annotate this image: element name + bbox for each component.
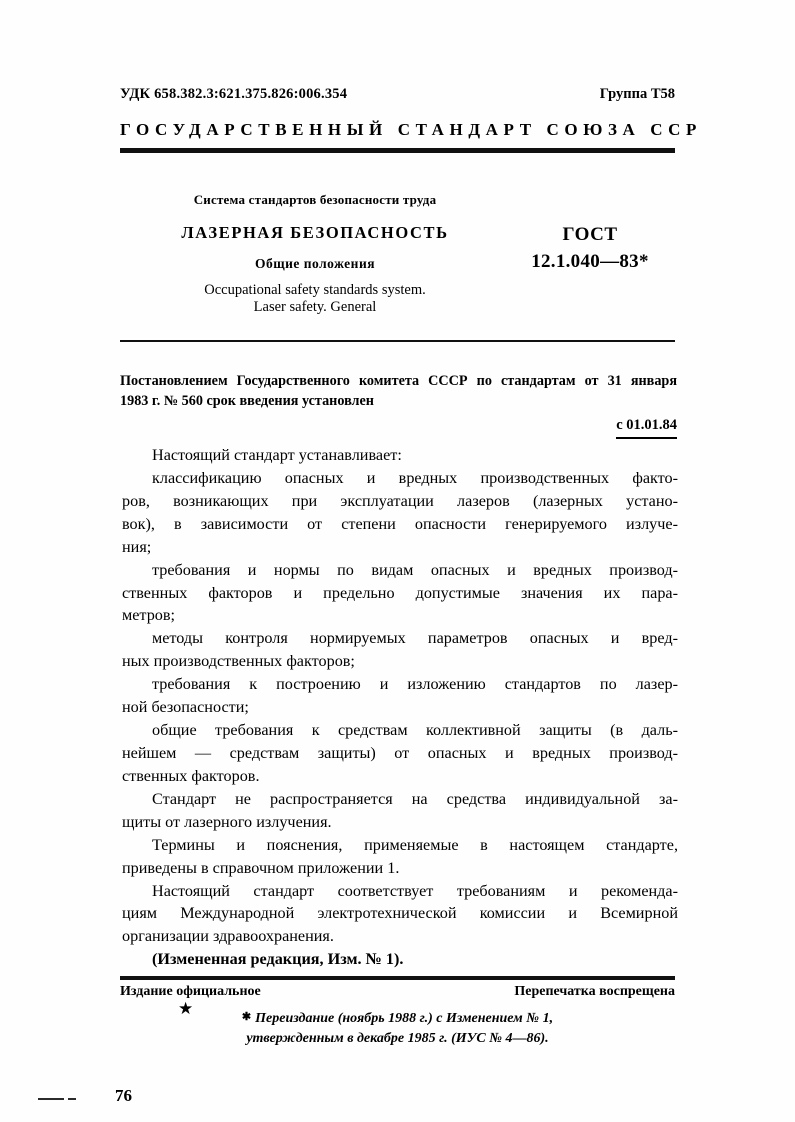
footnote-line-1	[120, 1009, 675, 1029]
footnote-block	[120, 1009, 675, 1050]
footer-row	[120, 984, 675, 1000]
udk-code: УДК 658.382.3:621.375.826:006.354	[120, 86, 348, 102]
body-line: циям Международной электротехнической комиссии и Всемирной	[122, 904, 678, 923]
page-number: 76	[115, 1086, 132, 1105]
subtitle: Общие положения	[254, 256, 376, 271]
body-line: ственных факторов и предельно допустимые значения их пара-	[122, 583, 678, 602]
title-left-column	[120, 192, 510, 315]
body-line: общие требования к средствам коллективной защиты (в даль-	[152, 721, 678, 740]
paragraph-amendment-note	[122, 948, 678, 971]
body-line: Настоящий стандарт устанавливает:	[152, 446, 402, 464]
body-line: вок), в зависимости от степени опасности генерируемого излуче-	[122, 514, 678, 533]
page-title: ЛАЗЕРНАЯ БЕЗОПАСНОСТЬ	[181, 223, 449, 242]
udk-group-line	[120, 86, 675, 103]
official-edition-label: Издание официальное	[120, 984, 261, 999]
body-line: Стандарт не распространяется на средства индивидуальной за-	[152, 789, 678, 808]
english-title-line-2: Laser safety. General	[253, 298, 377, 315]
english-title-line-1: Occupational safety standards system.	[204, 282, 426, 298]
decree-line-1: Постановлением Государственного комитета СССР по стандартам от 31 января	[120, 373, 677, 389]
amendment-note: (Измененная редакция, Изм. № 1).	[152, 950, 404, 969]
body-line: приведены в справочном приложении 1.	[122, 858, 400, 877]
title-block	[120, 192, 675, 315]
body-line: требования и нормы по видам опасных и вредных производ-	[152, 560, 678, 579]
body-line: ственных факторов.	[122, 766, 260, 785]
footnote-line-2: утвержденным в декабре 1985 г. (ИУС № 4—86).	[246, 1031, 549, 1047]
body-line: ной безопасности;	[122, 698, 249, 717]
paragraph-standard-structure	[122, 673, 678, 719]
group-code: Группа Т58	[599, 86, 675, 102]
gost-label: ГОСТ	[562, 224, 618, 245]
paragraph-collective-protection	[122, 719, 678, 788]
paragraph-terms-reference	[122, 834, 678, 880]
scan-edge-mark	[38, 1098, 64, 1100]
paragraph-intro	[122, 444, 678, 467]
system-line: Система стандартов безопасности труда	[193, 192, 437, 207]
body-line: ров, возникающих при эксплуатации лазеров (лазерных устано-	[122, 491, 678, 510]
paragraph-requirements-norms	[122, 559, 678, 628]
star-icon: ★	[178, 999, 194, 1018]
body-line: требования к построению и изложению стандартов по лазер-	[152, 675, 678, 694]
body-line: метров;	[122, 606, 176, 625]
body-line: Настоящий стандарт соответствует требованиям и рекоменда-	[152, 881, 678, 900]
scan-edge-mark-secondary	[68, 1098, 76, 1100]
body-line: ния;	[122, 537, 152, 556]
footnote-text-1: Переиздание (ноябрь 1988 г.) с Изменением № 1,	[255, 1011, 554, 1026]
body-line: ных производственных факторов;	[122, 652, 355, 671]
body-line: нейшем — средствам защиты) от опасных и вредных производ-	[122, 743, 678, 762]
footer-rule	[120, 976, 675, 980]
body-line: Термины и пояснения, применяемые в настоящем стандарте,	[152, 835, 678, 854]
standard-banner-title: ГОСУДАРСТВЕННЫЙ СТАНДАРТ СОЮЗА ССР	[120, 120, 703, 139]
effective-date: с 01.01.84	[616, 415, 677, 439]
body-line: методы контроля нормируемых параметров опасных и вред-	[152, 629, 678, 648]
body-text	[122, 444, 678, 971]
paragraph-scope-exclusion	[122, 788, 678, 834]
paragraph-international-conformity	[122, 880, 678, 949]
body-line: классификацию опасных и вредных производственных факто-	[152, 468, 678, 487]
decree-line-2: 1983 г. № 560 срок введения установлен	[120, 393, 374, 410]
title-rule-bottom	[120, 340, 675, 342]
asterisk-icon: ✱	[241, 1011, 252, 1023]
decree-block	[120, 371, 677, 433]
paragraph-control-methods	[122, 627, 678, 673]
reprint-prohibited-label: Перепечатка воспрещена	[514, 984, 675, 999]
body-line: щиты от лазерного излучения.	[122, 812, 332, 831]
paragraph-classification	[122, 467, 678, 559]
body-line: организации здравоохранения.	[122, 927, 334, 946]
gost-designation	[505, 224, 675, 273]
gost-number: 12.1.040—83*	[531, 251, 649, 272]
banner-rule-top	[120, 148, 675, 153]
